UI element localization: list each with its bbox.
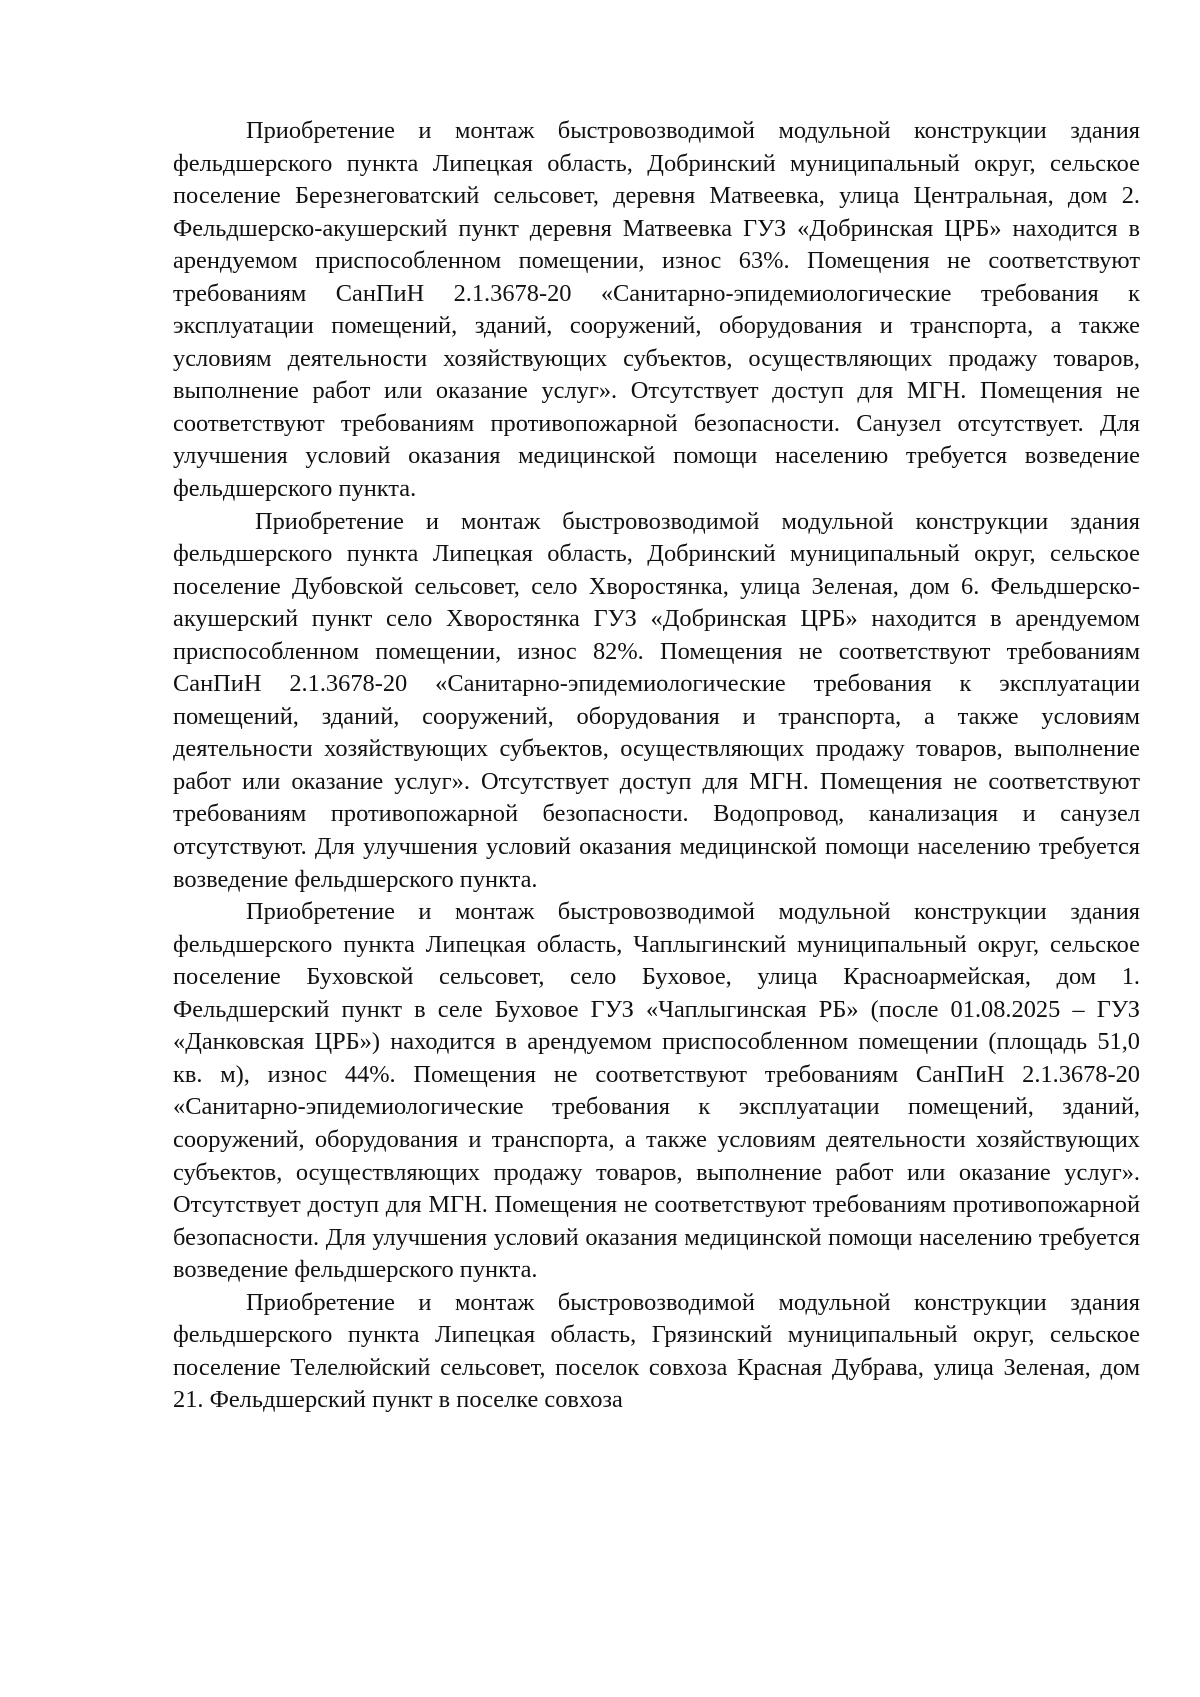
paragraph-matveevka: Приобретение и монтаж быстровозводимой модульной конструкции здания фельдшерского пункта Липецкая область, Добринский муниципальный округ, сельское поселение Березнеговатский сельсовет, деревня Матвеевка, улица Центральная, дом 2. Фельдшерско-акушерский пункт деревня Матвеевка ГУЗ «Добринская ЦРБ» находится в арендуемом приспособленном помещении, износ 63%. Помещения не соответствуют требованиям СанПиН 2.1.3678-20 «Санитарно-эпидемиологические требования к эксплуатации помещений, зданий, сооружений, оборудования и транспорта, а также условиям деятельности хозяйствующих субъектов, осуществляющих продажу товаров, выполнение работ или оказание услуг». Отсутствует доступ для МГН. Помещения не соответствуют требованиям противопожарной безопасности. Санузел отсутствует. Для улучшения условий оказания медицинской помощи населению требуется возведение фельдшерского пункта. [173, 117, 1140, 503]
document-body [173, 115, 1140, 1417]
paragraph-krasnaya-dubrava: Приобретение и монтаж быстровозводимой модульной конструкции здания фельдшерского пункта Липецкая область, Грязинский муниципальный округ, сельское поселение Телелюйский сельсовет, поселок совхоза Красная Дубрава, улица Зеленая, дом 21. Фельдшерский пункт в поселке совхоза [173, 1288, 1140, 1414]
paragraph-khvorostyanka: Приобретение и монтаж быстровозводимой модульной конструкции здания фельдшерского пункта Липецкая область, Добринский муниципальный округ, сельское поселение Дубовской сельсовет, село Хворостянка, улица Зеленая, дом 6. Фельдшерско-акушерский пункт село Хворостянка ГУЗ «Добринская ЦРБ» находится в арендуемом приспособленном помещении, износ 82%. Помещения не соответствуют требованиям СанПиН 2.1.3678-20 «Санитарно-эпидемиологические требования к эксплуатации помещений, зданий, сооружений, оборудования и транспорта, а также условиям деятельности хозяйствующих субъектов, осуществляющих продажу товаров, выполнение работ или оказание услуг». Отсутствует доступ для МГН. Помещения не соответствуют требованиям противопожарной безопасности. Водопровод, канализация и санузел отсутствуют. Для улучшения условий оказания медицинской помощи населению требуется возведение фельдшерского пункта. [173, 507, 1140, 893]
paragraph-bukhovoe: Приобретение и монтаж быстровозводимой модульной конструкции здания фельдшерского пункта Липецкая область, Чаплыгинский муниципальный округ, сельское поселение Буховской сельсовет, село Буховое, улица Красноармейская, дом 1. Фельдшерский пункт в селе Буховое ГУЗ «Чаплыгинская РБ» (после 01.08.2025 – ГУЗ «Данковская ЦРБ») находится в арендуемом приспособленном помещении (площадь 51,0 кв. м), износ 44%. Помещения не соответствуют требованиям СанПиН 2.1.3678-20 «Санитарно-эпидемиологические требования к эксплуатации помещений, зданий, сооружений, оборудования и транспорта, а также условиям деятельности хозяйствующих субъектов, осуществляющих продажу товаров, выполнение работ или оказание услуг». Отсутствует доступ для МГН. Помещения не соответствуют требованиям противопожарной безопасности. Для улучшения условий оказания медицинской помощи населению требуется возведение фельдшерского пункта. [173, 898, 1140, 1284]
